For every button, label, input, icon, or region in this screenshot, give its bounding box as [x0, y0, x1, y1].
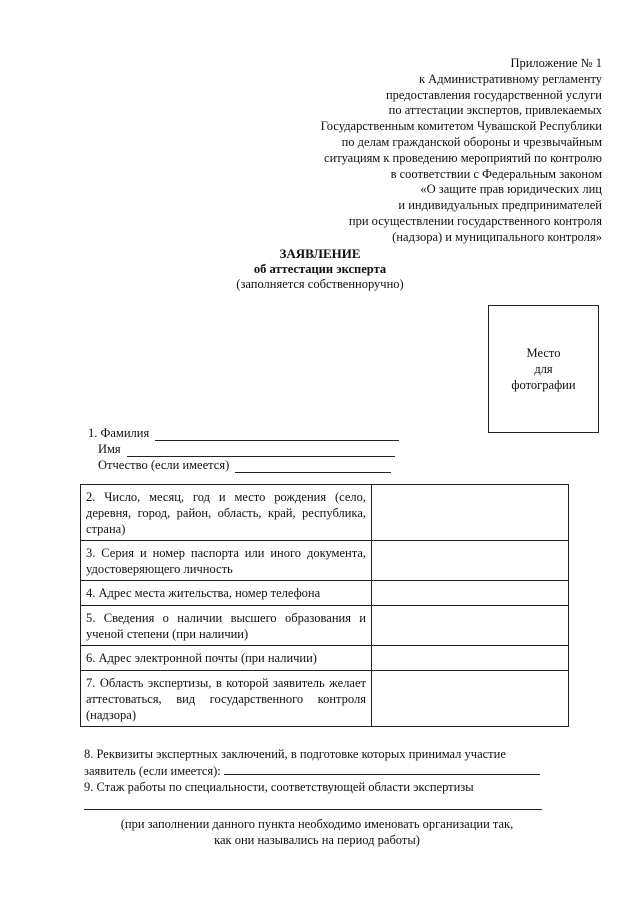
item-9-text: 9. Стаж работы по специальности, соответствующей области экспертизы — [84, 780, 474, 794]
table-row — [81, 606, 569, 646]
row-answer-cell[interactable] — [372, 581, 569, 606]
appendix-line: по аттестации экспертов, привлекаемых — [388, 103, 602, 118]
table-row — [81, 485, 569, 541]
surname-row — [88, 425, 399, 441]
document-title: ЗАЯВЛЕНИЕ — [279, 246, 361, 261]
appendix-line: при осуществлении государственного контроля — [348, 213, 602, 228]
document-heading — [0, 246, 640, 293]
appendix-line: Государственным комитетом Чувашской Республики — [320, 119, 602, 134]
row-answer-cell[interactable] — [372, 606, 569, 646]
item-9-note-line: как они назывались на период работы) — [214, 833, 420, 847]
item-9-field[interactable] — [84, 795, 542, 810]
document-fill-note: (заполняется собственноручно) — [236, 277, 404, 291]
table-row — [81, 541, 569, 581]
item-8-label: заявитель (если имеется): — [84, 764, 221, 778]
row-question: 6. Адрес электронной почты (при наличии) — [81, 646, 372, 671]
appendix-line: и индивидуальных предпринимателей — [398, 198, 602, 213]
document-subtitle: об аттестации эксперта — [253, 261, 387, 276]
row-question: 7. Область экспертизы, в которой заявитель желает аттестоваться, вид государственного контроля (надзора) — [81, 671, 372, 727]
name-row — [88, 441, 399, 457]
row-answer-cell[interactable] — [372, 541, 569, 581]
name-label: Имя — [98, 442, 121, 456]
photo-placeholder — [488, 305, 599, 433]
row-answer-cell[interactable] — [372, 671, 569, 727]
patronymic-row — [88, 457, 399, 473]
item-8-text: 8. Реквизиты экспертных заключений, в подготовке которых принимал участие — [84, 747, 506, 761]
row-question: 3. Серия и номер паспорта или иного документа, удостоверяющего личность — [81, 541, 372, 581]
patronymic-field[interactable] — [235, 460, 391, 473]
patronymic-label: Отчество (если имеется) — [98, 458, 230, 472]
surname-field[interactable] — [155, 428, 399, 441]
table-row — [81, 671, 569, 727]
item-8-field[interactable] — [224, 762, 540, 775]
appendix-line: Приложение № 1 — [510, 56, 602, 70]
row-question: 4. Адрес места жительства, номер телефона — [81, 581, 372, 606]
item-9-note-line: (при заполнении данного пункта необходимо именовать организации так, — [120, 817, 514, 831]
table-row — [81, 646, 569, 671]
appendix-line: к Административному регламенту — [418, 71, 602, 86]
name-field[interactable] — [127, 444, 395, 457]
photo-label-line: Место — [526, 346, 561, 360]
item-8-row — [84, 762, 550, 779]
appendix-line: ситуациям к проведению мероприятий по контролю — [324, 150, 602, 165]
surname-label: 1. Фамилия — [88, 426, 150, 440]
photo-label-line: для — [534, 362, 553, 376]
item-9-note — [84, 816, 550, 848]
row-answer-cell[interactable] — [372, 485, 569, 541]
appendix-header — [321, 56, 602, 246]
applicant-info-table — [80, 484, 569, 727]
appendix-line: по делам гражданской обороны и чрезвычайным — [341, 134, 602, 149]
appendix-line: (надзора) и муниципального контроля» — [392, 229, 602, 244]
row-question: 5. Сведения о наличии высшего образования и ученой степени (при наличии) — [81, 606, 372, 646]
bottom-section — [84, 746, 550, 848]
appendix-line: «О защите прав юридических лиц — [420, 182, 602, 197]
appendix-line: в соответствии с Федеральным законом — [390, 166, 602, 181]
photo-label-line: фотографии — [511, 378, 576, 392]
name-fields — [88, 425, 399, 473]
row-answer-cell[interactable] — [372, 646, 569, 671]
row-question: 2. Число, месяц, год и место рождения (село, деревня, город, район, область, край, республика, страна) — [81, 485, 372, 541]
appendix-line: предоставления государственной услуги — [385, 87, 602, 102]
table-row — [81, 581, 569, 606]
